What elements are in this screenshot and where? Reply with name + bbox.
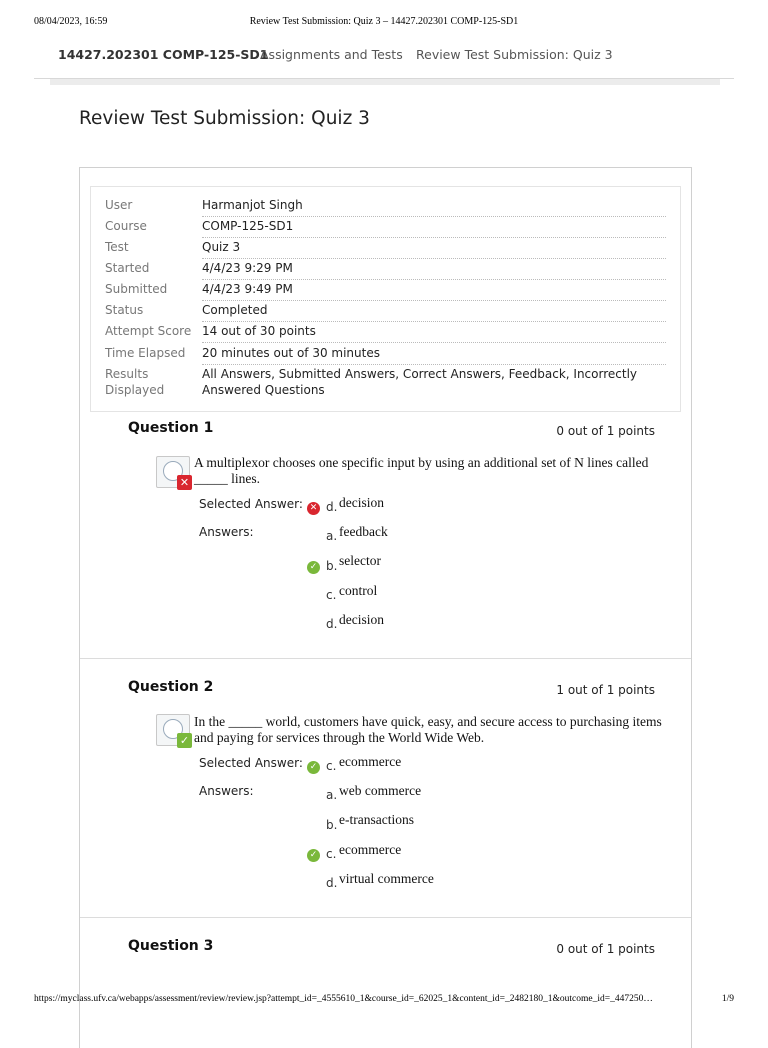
selected-answer-text: decision <box>339 495 384 510</box>
answers-label: Answers: <box>199 784 254 798</box>
answer-letter: c. <box>326 588 337 602</box>
question-3-title: Question 3 <box>128 938 214 954</box>
submission-info-panel <box>90 186 681 412</box>
info-label: Time Elapsed <box>105 346 186 360</box>
correct-icon: ✓ <box>307 561 320 574</box>
info-value: Quiz 3 <box>202 239 666 259</box>
header-shadow <box>50 79 720 85</box>
incorrect-icon: ✕ <box>307 502 320 515</box>
info-value: 4/4/23 9:29 PM <box>202 260 666 280</box>
info-label: Results Displayed <box>105 367 165 397</box>
answer-option: virtual commerce <box>339 871 434 886</box>
question-2-points: 1 out of 1 points <box>556 683 655 697</box>
answer-letter: c. <box>326 847 337 861</box>
question-status-icon <box>156 456 190 488</box>
answer-option: e-transactions <box>339 812 414 827</box>
question-divider <box>80 658 691 659</box>
question-2-text: In the _____ world, customers have quick, easy, and secure access to purchasing items and paying for services through the World Wide Web. <box>194 714 662 745</box>
info-value: 14 out of 30 points <box>202 323 666 343</box>
answers-label: Answers: <box>199 525 254 539</box>
answer-letter: c. <box>326 759 337 773</box>
question-1-points: 0 out of 1 points <box>556 424 655 438</box>
print-datetime: 08/04/2023, 16:59 <box>34 16 108 27</box>
answer-option: feedback <box>339 524 388 539</box>
info-label: Status <box>105 303 144 317</box>
info-label: Course <box>105 219 147 233</box>
answer-option: ecommerce <box>339 842 402 857</box>
answer-letter: a. <box>326 529 338 543</box>
info-label: User <box>105 198 133 212</box>
submission-card <box>79 167 692 1048</box>
print-page-title: Review Test Submission: Quiz 3 – 14427.202301 COMP-125-SD1 <box>249 16 519 27</box>
answer-option: selector <box>339 553 381 568</box>
answer-letter: a. <box>326 788 338 802</box>
answer-letter: d. <box>326 617 338 631</box>
answer-option: control <box>339 583 378 598</box>
info-value: Harmanjot Singh <box>202 197 666 217</box>
info-label: Submitted <box>105 282 168 296</box>
answer-letter: d. <box>326 500 338 514</box>
print-page-number: 1/9 <box>721 994 734 1004</box>
correct-icon: ✓ <box>307 761 320 774</box>
info-value: Completed <box>202 302 666 322</box>
selected-answer-label: Selected Answer: <box>199 756 303 770</box>
selected-answer-text: ecommerce <box>339 754 402 769</box>
info-label: Started <box>105 261 150 275</box>
breadcrumb-assignments[interactable]: Assignments and Tests <box>260 47 403 62</box>
question-2-title: Question 2 <box>128 679 214 695</box>
answer-letter: d. <box>326 876 338 890</box>
question-status-icon <box>156 714 190 746</box>
selected-answer-label: Selected Answer: <box>199 497 303 511</box>
page-title: Review Test Submission: Quiz 3 <box>79 108 370 129</box>
answer-letter: b. <box>326 818 338 832</box>
question-3-points: 0 out of 1 points <box>556 942 655 956</box>
info-label: Attempt Score <box>105 324 192 338</box>
question-1-title: Question 1 <box>128 420 214 436</box>
breadcrumb-current: Review Test Submission: Quiz 3 <box>416 47 613 62</box>
breadcrumb <box>34 40 734 79</box>
question-1-text: A multiplexor chooses one specific input by using an additional set of N lines called _____ lines. <box>194 455 649 486</box>
incorrect-icon: ✕ <box>177 475 192 490</box>
correct-icon: ✓ <box>177 733 192 748</box>
answer-option: decision <box>339 612 384 627</box>
answer-letter: b. <box>326 559 338 573</box>
info-value: COMP-125-SD1 <box>202 218 666 238</box>
info-value: 4/4/23 9:49 PM <box>202 281 666 301</box>
question-divider <box>80 917 691 918</box>
answer-option: web commerce <box>339 783 422 798</box>
breadcrumb-course[interactable]: 14427.202301 COMP-125-SD1 <box>58 47 269 62</box>
info-label: Test <box>105 240 129 254</box>
info-value: All Answers, Submitted Answers, Correct Answers, Feedback, Incorrectly Answered Questions <box>202 367 637 397</box>
correct-icon: ✓ <box>307 849 320 862</box>
info-value: 20 minutes out of 30 minutes <box>202 345 666 365</box>
print-url: https://myclass.ufv.ca/webapps/assessment/review/review.jsp?attempt_id=_4555610_1&course_id=_62025_1&content_id=_2482180_1&outcome_id=_447250… <box>34 994 653 1004</box>
